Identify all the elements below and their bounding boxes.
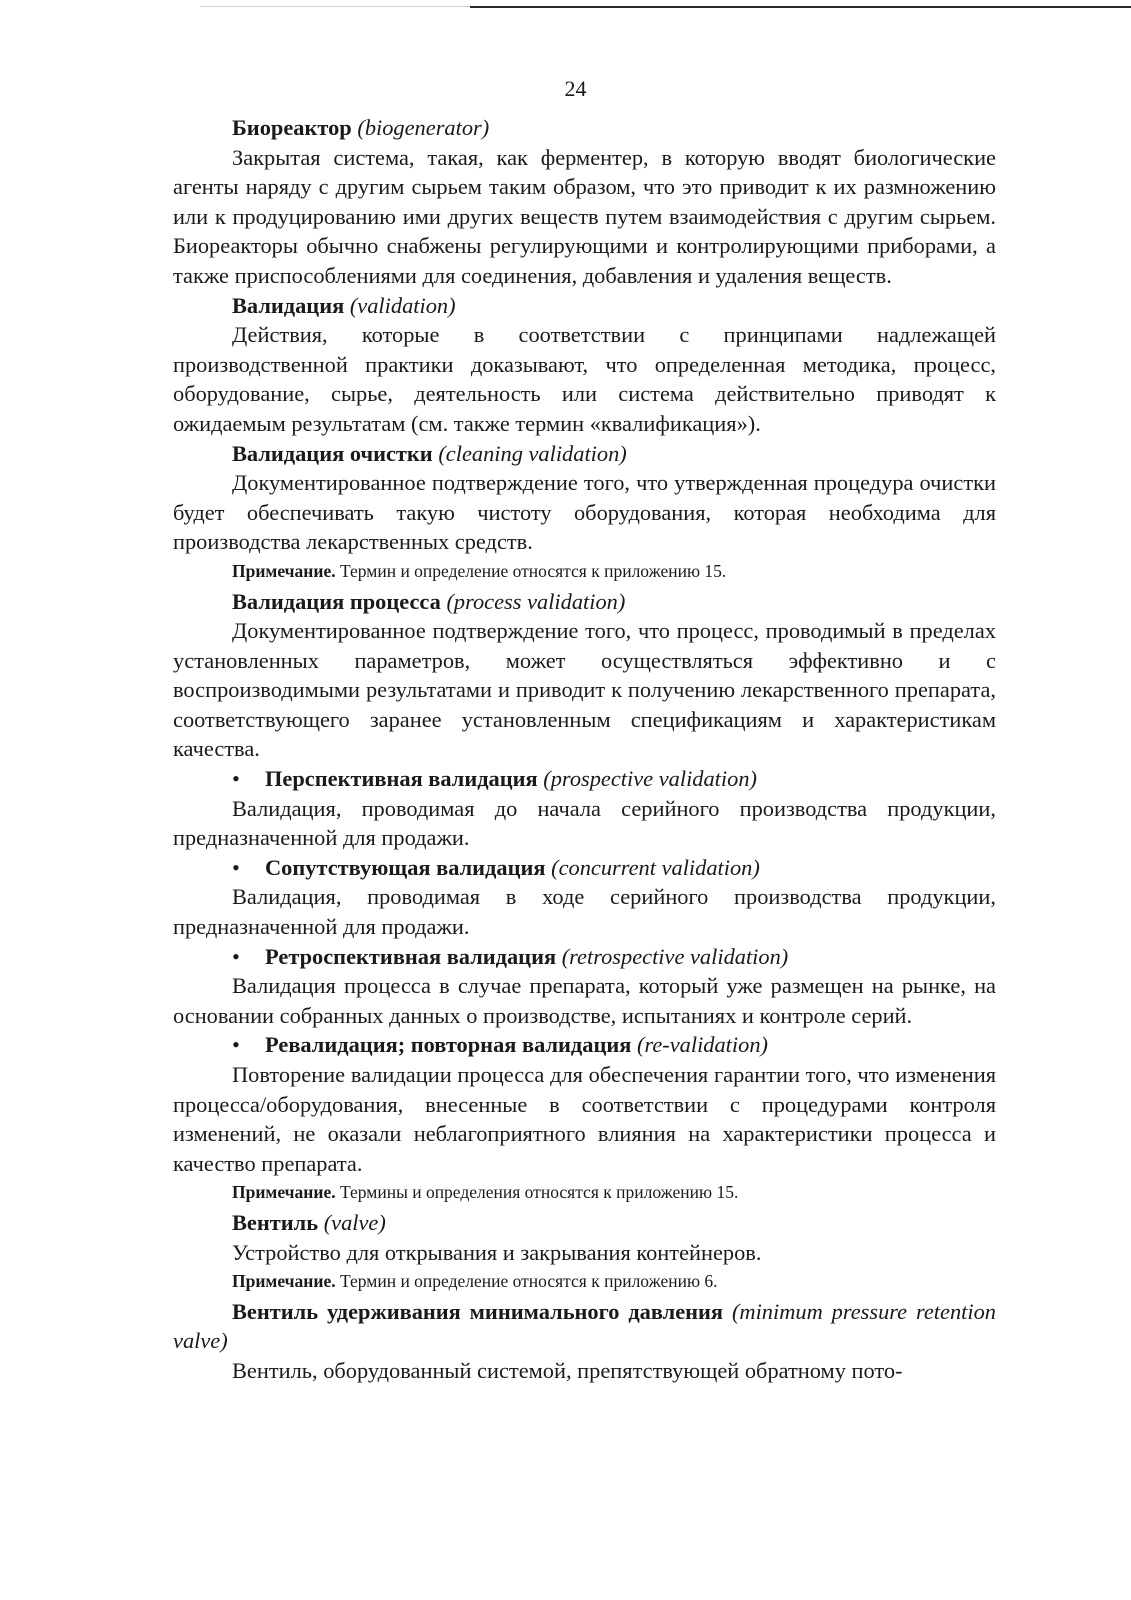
- bullet-marker: •: [232, 1032, 240, 1058]
- bullet-marker: •: [232, 854, 240, 880]
- bullet-term-heading: [173, 942, 996, 972]
- term-definition: Устройство для открывания и закрывания контейнеров.: [232, 1239, 762, 1265]
- bullet-marker: •: [232, 943, 240, 969]
- document-body: [173, 113, 996, 1386]
- term-ru: Валидация очистки: [232, 440, 433, 466]
- term-definition: Закрытая система, такая, как ферментер, в которую вводят биологические агенты наряду с другим сырьем таким образом, что это приводит к их размножению или к продуцированию ими других веществ путем взаимодействия с другим сырьем. Биореакторы обычно снабжены регулирующими и контролирующими приборами, а также приспособлениями для соединения, добавления и удаления веществ.: [173, 144, 996, 288]
- term-definition: Валидация процесса в случае препарата, который уже размещен на рынке, на основании собранных данных о производстве, испытаниях и контроле серий.: [173, 973, 996, 1028]
- term-heading: [173, 1297, 996, 1356]
- note-label: Примечание.: [232, 560, 336, 581]
- top-edge-faint-line: [200, 6, 470, 7]
- note-text: Термины и определения относятся к приложению 15.: [339, 1182, 739, 1203]
- note: [173, 557, 996, 587]
- term-en: (re-validation): [636, 1032, 768, 1058]
- term-ru: Ретроспективная валидация: [265, 943, 557, 969]
- note-label: Примечание.: [232, 1271, 336, 1292]
- term-definition: Валидация, проводимая в ходе серийного производства продукции, предназначенной для продажи.: [173, 884, 996, 940]
- term-ru: Биореактор: [232, 115, 352, 140]
- term-ru: Перспективная валидация: [265, 766, 538, 792]
- term-en: (valve): [323, 1209, 386, 1235]
- bullet-term-heading: [173, 853, 996, 883]
- term-heading: [173, 291, 996, 321]
- term-en: (biogenerator): [357, 115, 490, 140]
- page-number: 24: [564, 76, 587, 101]
- bullet-term-heading: [173, 764, 996, 794]
- term-ru: Вентиль: [232, 1209, 319, 1235]
- term-en: (cleaning validation): [438, 440, 627, 466]
- note-text: Термин и определение относятся к приложению 6.: [339, 1271, 718, 1292]
- term-en: (validation): [349, 292, 456, 318]
- term-heading: [173, 113, 996, 143]
- note: [173, 1178, 996, 1208]
- note-text: Термин и определение относятся к приложению 15.: [339, 560, 727, 581]
- bullet-term-heading: [173, 1030, 996, 1060]
- term-definition: Повторение валидации процесса для обеспечения гарантии того, что изменения процесса/оборудования, внесенные в соответствии с процедурами контроля изменений, не оказали неблагоприятного влияния на характеристики процесса и качество препарата.: [173, 1062, 996, 1176]
- term-ru: Валидация: [232, 292, 345, 318]
- term-ru: Ревалидация; повторная валидация: [265, 1032, 632, 1058]
- term-heading: [173, 1208, 996, 1238]
- term-en: (concurrent validation): [551, 854, 760, 880]
- term-ru: Сопутствующая валидация: [265, 854, 546, 880]
- term-ru: Валидация процесса: [232, 588, 441, 614]
- top-edge-line: [470, 6, 1131, 8]
- term-ru: Вентиль удерживания минимального давления: [232, 1298, 724, 1324]
- term-definition: Действия, которые в соответствии с принципами надлежащей производственной практики доказывают, что определенная методика, процесс, оборудование, сырье, деятельность или система действительно приводят к ожидаемым результатам (см. также термин «квалификация»).: [173, 322, 996, 436]
- term-en: (retrospective validation): [561, 943, 789, 969]
- term-en: (process validation): [446, 588, 626, 614]
- note: [173, 1267, 996, 1297]
- term-en: (prospective validation): [543, 766, 757, 792]
- term-definition: Валидация, проводимая до начала серийного производства продукции, предназначенной для продажи.: [173, 795, 996, 851]
- term-heading: [173, 439, 996, 469]
- term-definition: Документированное подтверждение того, что процесс, проводимый в пределах установленных параметров, может осуществляться эффективно и с воспроизводимыми результатами и приводит к получению лекарственного препарата, соответствующего заранее установленным спецификациям и характеристикам качества.: [173, 618, 996, 762]
- term-definition: Документированное подтверждение того, что утвержденная процедура очистки будет обеспечивать такую чистоту оборудования, которая необходима для производства лекарственных средств.: [173, 470, 996, 555]
- term-en: (minimum pressure retention valve): [173, 1298, 996, 1354]
- bullet-marker: •: [232, 766, 240, 792]
- term-definition: Вентиль, оборудованный системой, препятствующей обратному пото-: [232, 1357, 903, 1383]
- term-heading: [173, 587, 996, 617]
- note-label: Примечание.: [232, 1182, 336, 1203]
